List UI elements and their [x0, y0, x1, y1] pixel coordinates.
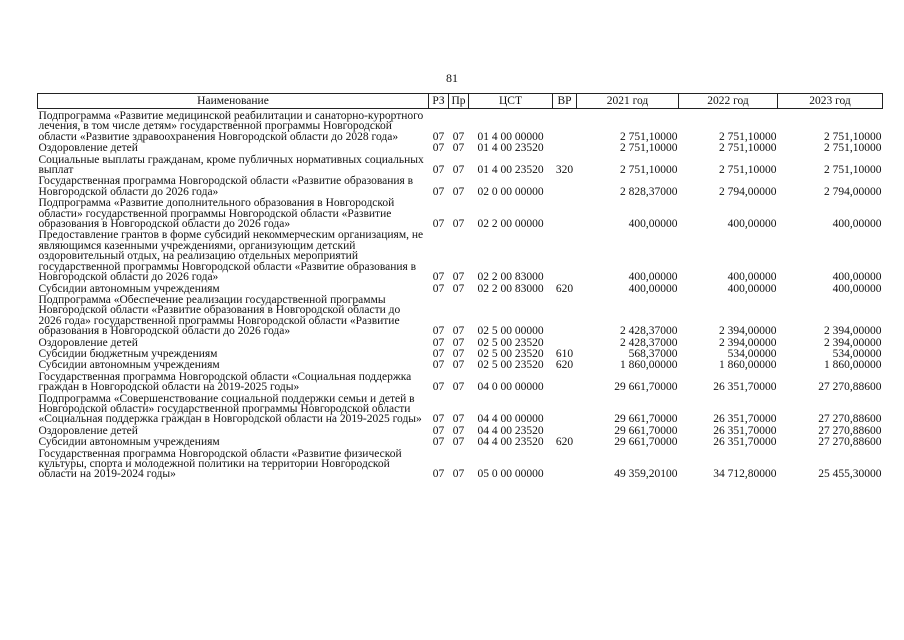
table-row — [38, 143, 883, 154]
cell-2022: 2 394,00000 — [719, 336, 777, 349]
cell-2021: 2 828,37000 — [620, 185, 678, 198]
cell-vr: 620 — [555, 436, 574, 449]
cell-2023: 400,00000 — [832, 282, 882, 295]
cell-name: Подпрограмма «Развитие медицинской реабилитации и санаторно-курортного лечения, в том числе детям» государственной программы Новгородской области «Развитие здравоохранения Новгородской области до 2028 года» — [38, 110, 424, 143]
cell-rz: 07 — [432, 381, 445, 394]
cell-cst: 02 5 00 00000 — [477, 325, 544, 338]
cell-2023: 27 270,88600 — [818, 436, 882, 449]
cell-name: Подпрограмма «Обеспечение реализации государственной программы Новгородской области «Развитие образования в Новгородской области до 2026 года» государственной программы Новгородской области «Развитие образования в Новгородской области до 2026 года» — [38, 293, 401, 338]
cell-pr: 07 — [452, 381, 465, 394]
cell-2023: 2 794,00000 — [824, 185, 882, 198]
table-row — [38, 394, 883, 426]
cell-2023: 534,00000 — [832, 347, 882, 360]
cell-pr: 07 — [452, 413, 465, 426]
cell-2023: 2 394,00000 — [824, 325, 882, 338]
table-row — [38, 295, 883, 338]
page-number: 81 — [446, 71, 458, 85]
table-header-row — [38, 94, 883, 109]
cell-2023: 27 270,88600 — [818, 413, 882, 426]
cell-2021: 2 751,10000 — [620, 130, 678, 143]
cell-2022: 2 751,10000 — [719, 164, 777, 177]
cell-name: Социальные выплаты гражданам, кроме публичных нормативных социальных выплат — [38, 153, 424, 177]
cell-rz: 07 — [432, 271, 445, 284]
cell-2021: 29 661,70000 — [614, 381, 678, 394]
cell-cst: 05 0 00 00000 — [477, 468, 544, 481]
header-name: Наименование — [38, 94, 429, 109]
cell-pr: 07 — [452, 359, 465, 372]
cell-vr — [553, 230, 577, 283]
cell-2023: 25 455,30000 — [818, 468, 882, 481]
cell-2022: 400,00000 — [727, 271, 777, 284]
cell-2022: 34 712,80000 — [713, 468, 777, 481]
cell-2021: 29 661,70000 — [614, 413, 678, 426]
cell-2023: 400,00000 — [832, 218, 882, 231]
cell-2021: 49 359,20100 — [614, 468, 678, 481]
cell-2022: 26 351,70000 — [713, 413, 777, 426]
cell-cst: 04 0 00 00000 — [477, 381, 544, 394]
cell-cst: 04 4 00 23520 — [477, 424, 544, 437]
cell-name: Предоставление грантов в форме субсидий некоммерческим организациям, не являющимся казенными учреждениями, организующим детский оздоровительный отдых, на реализацию отдельных мероприятий государственной программы Новгородской области «Развитие образования в Новгородской области до 2026 года» — [38, 229, 424, 284]
cell-2021: 400,00000 — [628, 282, 678, 295]
cell-pr: 07 — [452, 218, 465, 231]
cell-vr: 610 — [555, 347, 574, 360]
cell-2022: 26 351,70000 — [713, 424, 777, 437]
cell-cst: 01 4 00 00000 — [477, 130, 544, 143]
cell-pr: 07 — [452, 325, 465, 338]
cell-name: Подпрограмма «Развитие дополнительного образования в Новгородской области» государственной программы Новгородской области «Развитие образования в Новгородской области до 2026 года» — [38, 197, 395, 231]
cell-2023: 27 270,88600 — [818, 424, 882, 437]
header-cst: ЦСТ — [469, 94, 553, 109]
cell-2022: 26 351,70000 — [713, 436, 777, 449]
cell-pr: 07 — [452, 336, 465, 349]
cell-rz: 07 — [432, 336, 445, 349]
cell-pr: 07 — [452, 130, 465, 143]
header-rz: РЗ — [429, 94, 449, 109]
cell-cst: 02 5 00 23520 — [477, 336, 544, 349]
cell-rz: 07 — [432, 325, 445, 338]
header-vr: ВР — [553, 94, 577, 109]
cell-cst: 04 4 00 00000 — [477, 413, 544, 426]
cell-2022: 2 794,00000 — [719, 185, 777, 198]
cell-2023: 2 751,10000 — [824, 142, 882, 155]
cell-2022: 2 751,10000 — [719, 130, 777, 143]
cell-2022: 26 351,70000 — [713, 381, 777, 394]
cell-vr — [553, 394, 577, 426]
table-row — [38, 449, 883, 481]
cell-2022: 1 860,00000 — [719, 359, 777, 372]
cell-rz: 07 — [432, 218, 445, 231]
cell-name: Государственная программа Новгородской области «Социальная поддержка граждан в Новгородской области на 2019-2025 годы» — [38, 370, 412, 394]
cell-2023: 27 270,88600 — [818, 381, 882, 394]
cell-vr — [553, 449, 577, 481]
table-row — [38, 176, 883, 198]
table-row — [38, 198, 883, 230]
table-row — [38, 155, 883, 177]
cell-cst: 02 2 00 00000 — [477, 218, 544, 231]
cell-cst: 04 4 00 23520 — [477, 436, 544, 449]
cell-2023: 2 751,10000 — [824, 130, 882, 143]
cell-cst: 02 5 00 23520 — [477, 347, 544, 360]
cell-vr — [553, 295, 577, 338]
cell-pr: 07 — [452, 271, 465, 284]
cell-rz: 07 — [432, 359, 445, 372]
table-row — [38, 372, 883, 394]
cell-pr: 07 — [452, 347, 465, 360]
cell-cst: 01 4 00 23520 — [477, 142, 544, 155]
cell-2023: 400,00000 — [832, 271, 882, 284]
cell-name: Подпрограмма «Совершенствование социальной поддержки семьи и детей в Новгородской области» государственной программы Новгородской области «Социальная поддержка граждан в Новгородской области на 2019-2025 годы» — [38, 392, 422, 426]
cell-rz: 07 — [432, 142, 445, 155]
cell-pr: 07 — [452, 142, 465, 155]
cell-2021: 2 751,10000 — [620, 142, 678, 155]
cell-pr: 07 — [452, 436, 465, 449]
cell-rz: 07 — [432, 413, 445, 426]
cell-name: Оздоровление детей — [38, 142, 138, 155]
cell-vr — [553, 176, 577, 198]
cell-vr: 320 — [555, 164, 574, 177]
cell-2022: 400,00000 — [727, 218, 777, 231]
cell-2021: 2 428,37000 — [620, 336, 678, 349]
cell-rz: 07 — [432, 164, 445, 177]
cell-rz: 07 — [432, 347, 445, 360]
cell-name: Оздоровление детей — [38, 336, 138, 349]
header-2022: 2022 год — [679, 94, 778, 109]
header-pr: Пр — [449, 94, 469, 109]
cell-2021: 2 428,37000 — [620, 325, 678, 338]
cell-2021: 29 661,70000 — [614, 424, 678, 437]
cell-2021: 400,00000 — [628, 271, 678, 284]
cell-cst: 02 5 00 23520 — [477, 359, 544, 372]
cell-pr: 07 — [452, 282, 465, 295]
cell-2021: 2 751,10000 — [620, 164, 678, 177]
cell-name: Субсидии автономным учреждениям — [38, 436, 220, 449]
header-2021: 2021 год — [577, 94, 679, 109]
cell-2023: 2 394,00000 — [824, 336, 882, 349]
table-row — [38, 109, 883, 144]
cell-cst: 02 0 00 00000 — [477, 185, 544, 198]
cell-2021: 400,00000 — [628, 218, 678, 231]
cell-2022: 400,00000 — [727, 282, 777, 295]
budget-table — [37, 93, 883, 481]
cell-rz: 07 — [432, 424, 445, 437]
cell-name: Оздоровление детей — [38, 424, 138, 437]
cell-vr — [553, 198, 577, 230]
header-2023: 2023 год — [778, 94, 883, 109]
cell-2022: 2 751,10000 — [719, 142, 777, 155]
cell-pr: 07 — [452, 185, 465, 198]
cell-name: Субсидии автономным учреждениям — [38, 359, 220, 372]
cell-cst: 02 2 00 83000 — [477, 271, 544, 284]
cell-name: Субсидии автономным учреждениям — [38, 282, 220, 295]
cell-2021: 568,37000 — [628, 347, 678, 360]
cell-rz: 07 — [432, 436, 445, 449]
cell-2022: 534,00000 — [727, 347, 777, 360]
cell-vr — [553, 109, 577, 144]
cell-vr — [553, 372, 577, 394]
cell-2021: 29 661,70000 — [614, 436, 678, 449]
cell-2022: 2 394,00000 — [719, 325, 777, 338]
cell-2023: 1 860,00000 — [824, 359, 882, 372]
table-row — [38, 437, 883, 448]
cell-rz: 07 — [432, 468, 445, 481]
cell-rz: 07 — [432, 282, 445, 295]
cell-rz: 07 — [432, 185, 445, 198]
cell-cst: 02 2 00 83000 — [477, 282, 544, 295]
cell-name: Государственная программа Новгородской области «Развитие образования в Новгородской области до 2026 года» — [38, 175, 414, 198]
cell-vr — [553, 143, 577, 154]
cell-vr: 620 — [555, 359, 574, 372]
cell-vr: 620 — [555, 282, 574, 295]
cell-name: Государственная программа Новгородской области «Развитие физической культуры, спорта и молодежной политики на территории Новгородской области на 2019-2024 годы» — [38, 447, 402, 481]
cell-name: Субсидии бюджетным учреждениям — [38, 347, 218, 360]
cell-rz: 07 — [432, 130, 445, 143]
cell-pr: 07 — [452, 468, 465, 481]
cell-2023: 2 751,10000 — [824, 164, 882, 177]
cell-pr: 07 — [452, 164, 465, 177]
cell-pr: 07 — [452, 424, 465, 437]
cell-2021: 1 860,00000 — [620, 359, 678, 372]
cell-cst: 01 4 00 23520 — [477, 164, 544, 177]
table-row — [38, 230, 883, 283]
